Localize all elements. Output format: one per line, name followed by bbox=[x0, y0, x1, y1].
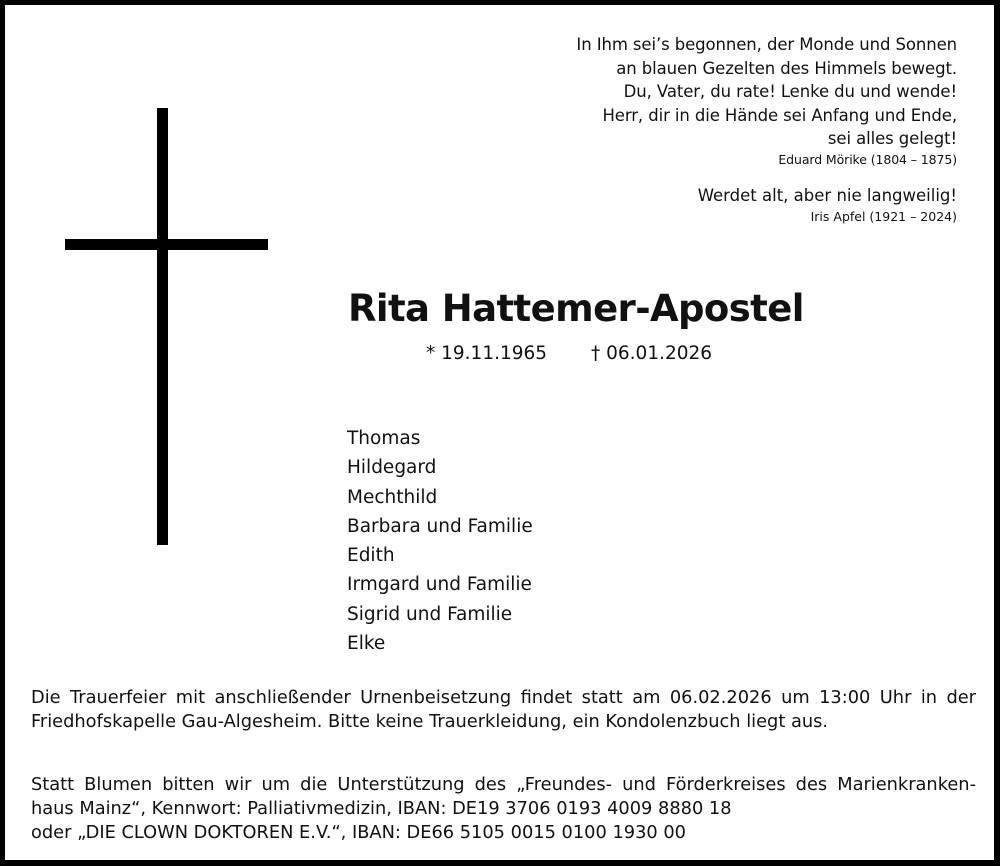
quote-text: Werdet alt, aber nie langweilig! bbox=[697, 186, 957, 205]
secondary-quote bbox=[698, 184, 957, 226]
mourner: Sigrid und Familie bbox=[347, 603, 513, 625]
cross-horizontal-bar bbox=[65, 239, 268, 250]
mourners-list bbox=[347, 424, 533, 658]
poem-line: an blauen Gezelten des Himmels bewegt. bbox=[616, 58, 957, 78]
mourner: Hildegard bbox=[347, 457, 437, 479]
poem-line: Du, Vater, du rate! Lenke du und wende! bbox=[623, 82, 957, 101]
birth-date: * 19.11.1965 bbox=[426, 343, 548, 364]
death-date: † 06.01.2026 bbox=[591, 343, 713, 364]
poem-quote bbox=[576, 33, 957, 169]
mourner: Irmgard und Familie bbox=[347, 574, 532, 596]
mourner: Edith bbox=[347, 545, 395, 567]
donation-info bbox=[31, 773, 976, 845]
mourner: Elke bbox=[347, 633, 386, 655]
ceremony-info bbox=[31, 686, 976, 734]
poem-attribution: Eduard Mörike (1804 – 1875) bbox=[778, 151, 957, 167]
ceremony-line: Friedhofskapelle Gau-Algesheim. Bitte keine Trauerkleidung, ein Kondolenzbuch liegt aus. bbox=[31, 711, 829, 732]
donation-line: oder „DIE CLOWN DOKTOREN E.V.“, IBAN: DE66 5105 0015 0100 1930 00 bbox=[31, 822, 686, 843]
deceased-name: Rita Hattemer-Apostel bbox=[348, 287, 804, 330]
mourner: Mechthild bbox=[347, 486, 438, 508]
mourner: Barbara und Familie bbox=[347, 515, 533, 537]
ceremony-line: Die Trauerfeier mit anschließender Urnenbeisetzung findet statt am 06.02.2026 um 13:00 Uhr in der bbox=[31, 687, 976, 708]
obituary-notice bbox=[5, 5, 994, 860]
poem-line: sei alles gelegt! bbox=[827, 129, 957, 148]
cross-vertical-bar bbox=[157, 108, 168, 545]
mourner: Thomas bbox=[347, 428, 421, 449]
poem-line: In Ihm sei’s begonnen, der Monde und Sonnen bbox=[576, 35, 957, 54]
donation-line: haus Mainz“, Kennwort: Palliativmedizin, IBAN: DE19 3706 0193 4009 8880 18 bbox=[31, 798, 732, 819]
donation-line: Statt Blumen bitten wir um die Unterstützung des „Freundes- und Förderkreises des Marienkranken- bbox=[31, 774, 976, 795]
poem-line: Herr, dir in die Hände sei Anfang und Ende, bbox=[602, 105, 957, 125]
quote-attribution: Iris Apfel (1921 – 2024) bbox=[810, 208, 957, 224]
